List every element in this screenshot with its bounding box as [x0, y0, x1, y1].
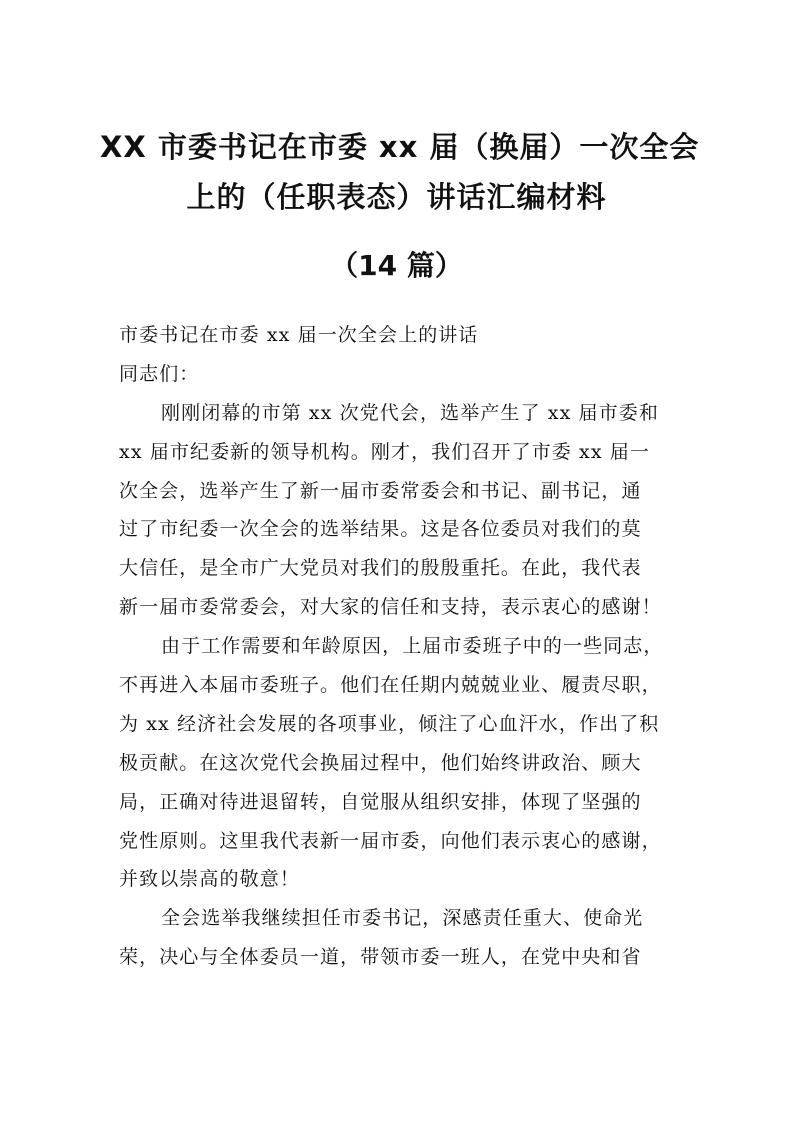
body-line: 局，正确对待进退留转，自觉服从组织安排，体现了坚强的 [119, 790, 642, 813]
body-line: 次全会，选举产生了新一届市委常委会和书记、副书记，通 [119, 479, 642, 502]
body-line: xx 届市纪委新的领导机构。刚才，我们召开了市委 xx 届一 [119, 440, 650, 463]
document-subtitle: （14 篇） [330, 249, 463, 282]
body-line: 为 xx 经济社会发展的各项事业，倾注了心血汗水，作出了积 [119, 712, 660, 735]
body-line: 极贡献。在这次党代会换届过程中，他们始终讲政治、顾大 [119, 751, 642, 774]
body-line: 全会选举我继续担任市委书记，深感责任重大、使命光 [161, 907, 644, 930]
body-line: 党性原则。这里我代表新一届市委，向他们表示衷心的感谢， [119, 829, 662, 852]
document-title [100, 122, 700, 222]
title-line-1: XX 市委书记在市委 xx 届（换届）一次全会 [100, 130, 700, 164]
body-line: 不再进入本届市委班子。他们在任期内兢兢业业、履责尽职， [119, 674, 662, 697]
title-line-2: 上的（任职表态）讲话汇编材料 [186, 180, 607, 214]
body-line: 荣，决心与全体委员一道，带领市委一班人，在党中央和省 [119, 946, 642, 969]
body-line: 并致以崇高的敬意！ [119, 868, 300, 891]
body-line: 刚刚闭幕的市第 xx 次党代会，选举产生了 xx 届市委和 [161, 401, 659, 424]
section-heading: 市委书记在市委 xx 届一次全会上的讲话 [119, 324, 479, 346]
document-body [119, 316, 675, 977]
body-line: 过了市纪委一次全会的选举结果。这是各位委员对我们的莫 [119, 518, 642, 541]
body-line: 新一届市委常委会，对大家的信任和支持，表示衷心的感谢！ [119, 596, 662, 619]
salutation: 同志们： [119, 362, 200, 385]
body-line: 由于工作需要和年龄原因，上届市委班子中的一些同志， [161, 635, 664, 658]
body-line: 大信任，是全市广大党员对我们的殷殷重托。在此，我代表 [119, 557, 642, 580]
